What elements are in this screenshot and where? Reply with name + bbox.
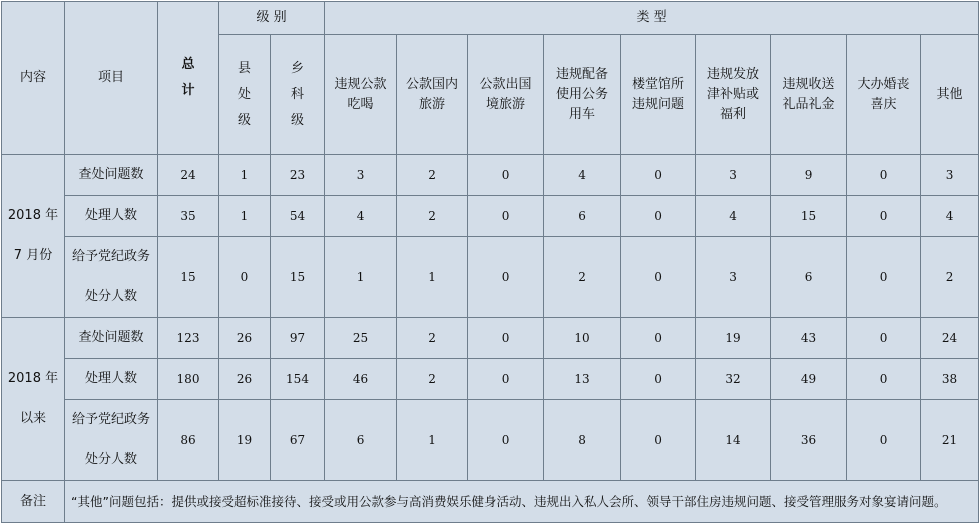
header-type-1: 违规公款 吃喝 — [325, 35, 397, 155]
value-cell: 15 — [271, 237, 325, 318]
statistics-table — [1, 1, 979, 523]
header-type-5: 楼堂馆所 违规问题 — [621, 35, 696, 155]
value-cell: 36 — [771, 400, 847, 481]
value-cell: 35 — [158, 196, 219, 237]
value-cell: 0 — [847, 237, 921, 318]
value-cell: 13 — [544, 359, 621, 400]
value-cell: 0 — [468, 196, 544, 237]
value-cell: 10 — [544, 318, 621, 359]
value-cell: 24 — [158, 155, 219, 196]
table-row — [2, 318, 979, 359]
value-cell: 0 — [847, 196, 921, 237]
header-type-6: 违规发放 津补贴或 福利 — [696, 35, 771, 155]
header-item: 项目 — [65, 2, 158, 155]
table-row — [2, 196, 979, 237]
value-cell: 6 — [544, 196, 621, 237]
value-cell: 0 — [468, 237, 544, 318]
period-label: 2018 年 以来 — [2, 318, 65, 481]
value-cell: 1 — [397, 400, 468, 481]
value-cell: 14 — [696, 400, 771, 481]
header-level-1: 县 处 级 — [219, 35, 271, 155]
value-cell: 1 — [219, 196, 271, 237]
value-cell: 2 — [397, 196, 468, 237]
value-cell: 97 — [271, 318, 325, 359]
value-cell: 0 — [847, 400, 921, 481]
value-cell: 2 — [397, 359, 468, 400]
value-cell: 0 — [621, 155, 696, 196]
value-cell: 1 — [325, 237, 397, 318]
value-cell: 4 — [544, 155, 621, 196]
header-total: 总 计 — [158, 2, 219, 155]
value-cell: 0 — [468, 400, 544, 481]
value-cell: 0 — [847, 155, 921, 196]
value-cell: 54 — [271, 196, 325, 237]
value-cell: 15 — [158, 237, 219, 318]
value-cell: 86 — [158, 400, 219, 481]
value-cell: 4 — [696, 196, 771, 237]
value-cell: 2 — [397, 155, 468, 196]
value-cell: 43 — [771, 318, 847, 359]
value-cell: 3 — [696, 155, 771, 196]
value-cell: 26 — [219, 359, 271, 400]
value-cell: 4 — [921, 196, 979, 237]
value-cell: 1 — [397, 237, 468, 318]
value-cell: 32 — [696, 359, 771, 400]
value-cell: 0 — [847, 318, 921, 359]
header-type-3: 公款出国 境旅游 — [468, 35, 544, 155]
note-label: 备注 — [2, 481, 65, 523]
value-cell: 0 — [621, 318, 696, 359]
table-row — [2, 400, 979, 481]
header-level-group: 级 别 — [219, 2, 325, 35]
value-cell: 8 — [544, 400, 621, 481]
header-type-7: 违规收送 礼品礼金 — [771, 35, 847, 155]
value-cell: 2 — [921, 237, 979, 318]
note-text: “其他”问题包括：提供或接受超标准接待、接受或用公款参与高消费娱乐健身活动、违规出入私人会所、领导干部住房违规问题、接受管理服务对象宴请问题。 — [65, 481, 979, 523]
value-cell: 6 — [325, 400, 397, 481]
item-label: 给予党纪政务 处分人数 — [65, 237, 158, 318]
value-cell: 46 — [325, 359, 397, 400]
value-cell: 25 — [325, 318, 397, 359]
item-label: 处理人数 — [65, 196, 158, 237]
header-content: 内容 — [2, 2, 65, 155]
value-cell: 180 — [158, 359, 219, 400]
header-type-9: 其他 — [921, 35, 979, 155]
table-row — [2, 237, 979, 318]
value-cell: 2 — [397, 318, 468, 359]
value-cell: 2 — [544, 237, 621, 318]
value-cell: 0 — [621, 359, 696, 400]
value-cell: 67 — [271, 400, 325, 481]
value-cell: 0 — [621, 400, 696, 481]
item-label: 给予党纪政务 处分人数 — [65, 400, 158, 481]
value-cell: 1 — [219, 155, 271, 196]
header-type-8: 大办婚丧 喜庆 — [847, 35, 921, 155]
header-type-2: 公款国内 旅游 — [397, 35, 468, 155]
period-label: 2018 年 7 月份 — [2, 155, 65, 318]
value-cell: 0 — [621, 237, 696, 318]
value-cell: 38 — [921, 359, 979, 400]
note-row — [2, 481, 979, 523]
value-cell: 3 — [696, 237, 771, 318]
value-cell: 3 — [921, 155, 979, 196]
value-cell: 0 — [219, 237, 271, 318]
item-label: 处理人数 — [65, 359, 158, 400]
item-label: 查处问题数 — [65, 318, 158, 359]
header-row-1 — [2, 2, 979, 35]
table-row — [2, 359, 979, 400]
value-cell: 0 — [847, 359, 921, 400]
value-cell: 0 — [468, 318, 544, 359]
value-cell: 6 — [771, 237, 847, 318]
value-cell: 24 — [921, 318, 979, 359]
value-cell: 9 — [771, 155, 847, 196]
value-cell: 4 — [325, 196, 397, 237]
value-cell: 23 — [271, 155, 325, 196]
value-cell: 21 — [921, 400, 979, 481]
value-cell: 154 — [271, 359, 325, 400]
header-type-group: 类 型 — [325, 2, 979, 35]
value-cell: 0 — [468, 155, 544, 196]
value-cell: 0 — [468, 359, 544, 400]
table-row — [2, 155, 979, 196]
value-cell: 15 — [771, 196, 847, 237]
value-cell: 123 — [158, 318, 219, 359]
value-cell: 0 — [621, 196, 696, 237]
header-type-4: 违规配备 使用公务 用车 — [544, 35, 621, 155]
value-cell: 49 — [771, 359, 847, 400]
item-label: 查处问题数 — [65, 155, 158, 196]
value-cell: 26 — [219, 318, 271, 359]
value-cell: 3 — [325, 155, 397, 196]
value-cell: 19 — [219, 400, 271, 481]
value-cell: 19 — [696, 318, 771, 359]
header-level-2: 乡 科 级 — [271, 35, 325, 155]
